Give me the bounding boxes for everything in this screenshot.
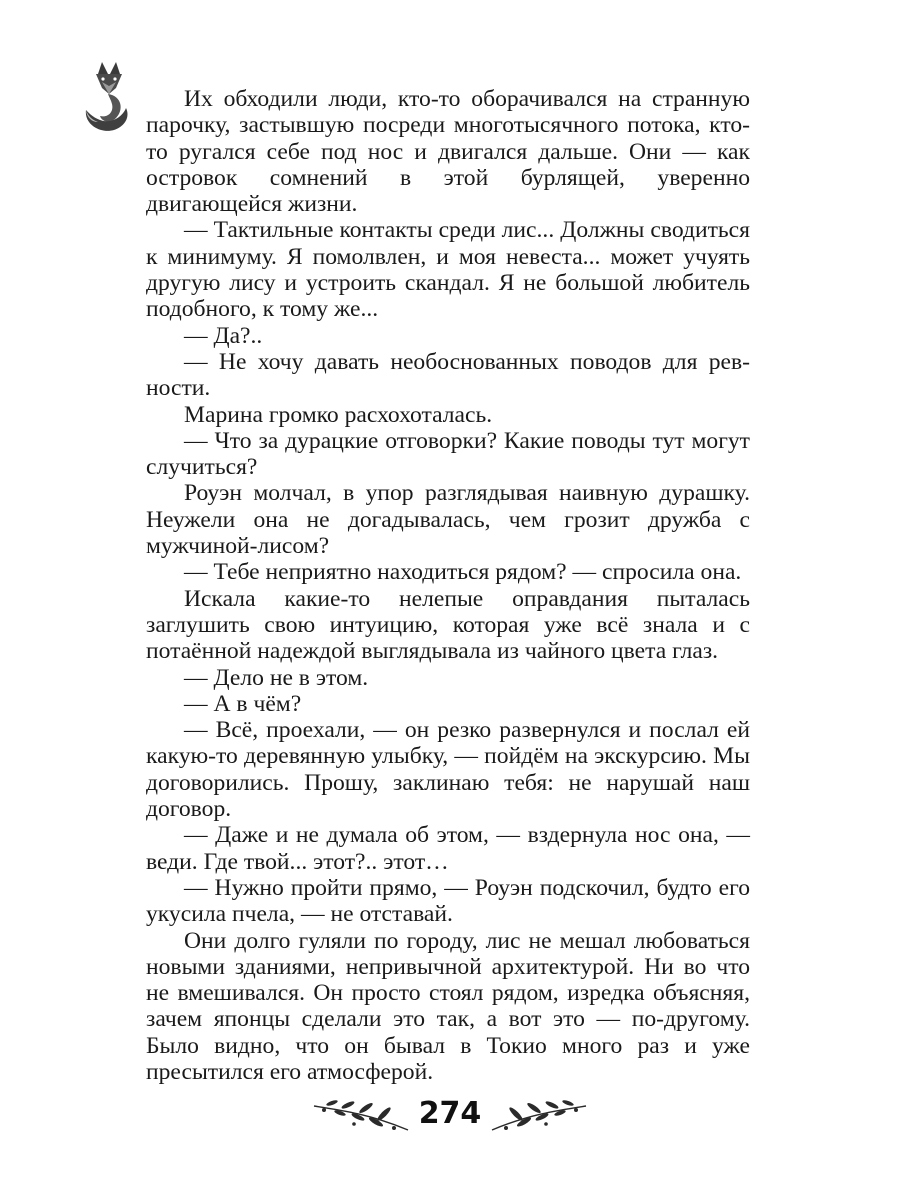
paragraph: — Что за дурацкие отговорки? Какие поводы тут могут случиться? xyxy=(146,427,750,481)
paragraph: — Всё, проехали, — он резко развернулся и послал ей какую-то деревянную улыбку, — пойдём на экскурсию. Мы договорились. Прошу, заклинаю тебя: не нарушай наш договор. xyxy=(146,717,750,823)
paragraph: Их обходили люди, кто-то оборачивался на странную парочку, застывшую посреди многотысячного потока, кто-то ругался себе под нос и двигался дальше. Они — как островок сомнений в этой бурлящей, уверенно двигающейся жизни. xyxy=(146,86,750,218)
paragraph: — Тебе неприятно находиться рядом? — спросила она. xyxy=(184,559,742,586)
paragraph: — Нужно пройти прямо, — Роуэн подскочил, будто его укусила пчела, — не отставай. xyxy=(146,874,750,928)
page-footer xyxy=(0,1088,900,1148)
paragraph: — Тактильные контакты среди лис... Должны сводиться к минимуму. Я помолвлен, и моя невеста... может учуять другую лису и устроить скандал. Я не большой любитель подобного, к тому же... xyxy=(146,217,750,323)
fox-icon xyxy=(80,60,142,134)
paragraph: — А в чём? xyxy=(184,690,302,717)
leaf-branch-icon xyxy=(310,1094,420,1138)
page-number: 274 xyxy=(418,1096,482,1131)
paragraph: — Да?.. xyxy=(184,322,263,349)
page-text xyxy=(146,86,750,1085)
leaf-branch-icon xyxy=(480,1094,590,1138)
paragraph: — Даже и не думала об этом, — вздернула нос она, — веди. Где твой... этот?.. этот… xyxy=(146,822,750,875)
paragraph: Искала какие-то нелепые оправдания пыталась заглушить свою интуицию, которая уже всё знала и с потаённой надеждой выглядывала из чайного цвета глаз. xyxy=(146,585,750,665)
paragraph: Они долго гуляли по городу, лис не мешал любоваться новыми зданиями, непривычной архитектурой. Ни во что не вмешивался. Он просто стоял рядом, изредка объясняя, зачем японцы сделали это так, а вот это — по-другому. Было видно, что он бывал в Токио много раз и уже пресытился его атмосферой. xyxy=(146,927,750,1085)
paragraph: — Дело не в этом. xyxy=(184,664,369,691)
paragraph: Роуэн молчал, в упор разглядывая наивную дурашку. Неужели она не догадывалась, чем грозит дружба с мужчиной-лисом? xyxy=(146,480,750,560)
paragraph: — Не хочу давать необоснованных поводов для ревности. xyxy=(146,348,750,402)
paragraph: Марина громко расхохоталась. xyxy=(184,401,493,428)
